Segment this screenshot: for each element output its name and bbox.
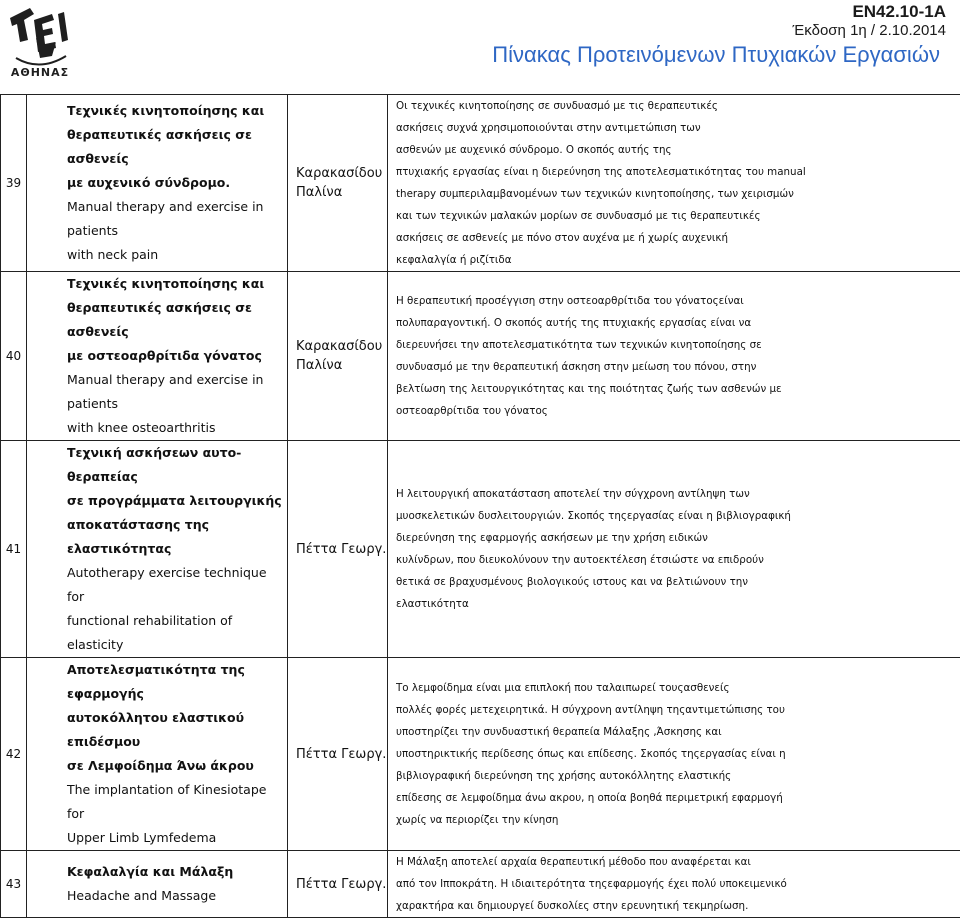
description-line: ελαστικότητα — [396, 593, 956, 615]
thesis-title-english-line: Manual therapy and exercise in patients — [67, 368, 283, 416]
description-line: Το λεμφοίδημα είναι μια επιπλοκή που ταλαιπωρεί τουςασθενείς — [396, 677, 956, 699]
table-row — [1, 441, 960, 658]
supervisor-cell — [288, 658, 388, 851]
supervisor-name-line: Παλίνα — [296, 183, 387, 202]
thesis-title-greek-line: Αποτελεσματικότητα της εφαρμογής — [67, 658, 283, 706]
page-title: Πίνακας Προτεινόμενων Πτυχιακών Εργασιών — [492, 42, 940, 68]
description-line: ασθενών με αυχενικό σύνδρομο. Ο σκοπός αυτής της — [396, 139, 956, 161]
description-line: κυλίνδρων, που διευκολύνουν την αυτοεκτέλεση έτσιώστε να επιδρούν — [396, 549, 956, 571]
description-line: διερευνήσει την αποτελεσματικότητα των τεχνικών κινητοποίησης σε — [396, 334, 956, 356]
supervisor-cell — [288, 95, 388, 272]
row-number: 39 — [1, 95, 27, 272]
thesis-title-greek-line: Κεφαλαλγία και Μάλαξη — [67, 860, 283, 884]
thesis-title-greek-line: Τεχνικές κινητοποίησης και — [67, 272, 283, 296]
thesis-title-cell — [27, 272, 288, 441]
description-line: βελτίωση της λειτουργικότητας και της ποιότητας ζωής των ασθενών με — [396, 378, 956, 400]
svg-text:ΑΘΗΝΑΣ: ΑΘΗΝΑΣ — [11, 66, 69, 79]
thesis-title-english-line: Upper Limb Lymfedema — [67, 826, 283, 850]
thesis-title-cell — [27, 851, 288, 918]
thesis-title-cell — [27, 658, 288, 851]
thesis-title-greek-line: σε προγράμματα λειτουργικής — [67, 489, 283, 513]
description-line: διερεύνηση της εφαρμογής ασκήσεων με την χρήση ειδικών — [396, 527, 956, 549]
thesis-title-greek-line: με οστεοαρθρίτιδα γόνατος — [67, 344, 283, 368]
description-line: υποστηρικτικής περίδεσης όπως και επίδεσης. Σκοπός τηςεργασίας είναι η — [396, 743, 956, 765]
thesis-title-cell — [27, 441, 288, 658]
thesis-title-greek-line: αυτοκόλλητου ελαστικού επιδέσμου — [67, 706, 283, 754]
description-line: ασκήσεις συχνά χρησιμοποιούνται στην αντιμετώπιση των — [396, 117, 956, 139]
description-cell — [388, 658, 960, 851]
table-row — [1, 851, 960, 918]
thesis-title-greek-line: θεραπευτικές ασκήσεις σε ασθενείς — [67, 296, 283, 344]
thesis-title-greek-line: αποκατάστασης της ελαστικότητας — [67, 513, 283, 561]
table-row — [1, 95, 960, 272]
description-line: Η Μάλαξη αποτελεί αρχαία θεραπευτική μέθοδο που αναφέρεται και — [396, 851, 956, 873]
supervisor-name-line: Παλίνα — [296, 356, 387, 375]
description-line: ασκήσεις σε ασθενείς με πόνο στον αυχένα με ή χωρίς αυχενική — [396, 227, 956, 249]
description-line: επίδεσης σε λεμφοίδημα άνω ακρου, η οποία βοηθά περιμετρική εφαρμογή — [396, 787, 956, 809]
description-line: Η λειτουργική αποκατάσταση αποτελεί την σύγχρονη αντίληψη των — [396, 483, 956, 505]
thesis-title-english-line: Headache and Massage — [67, 884, 283, 908]
description-line: από τον Ιπποκράτη. Η ιδιαιτερότητα τηςεφαρμογής έχει πολύ υποκειμενικό — [396, 873, 956, 895]
description-cell — [388, 441, 960, 658]
row-number: 40 — [1, 272, 27, 441]
supervisor-cell — [288, 441, 388, 658]
row-number: 42 — [1, 658, 27, 851]
table-row — [1, 658, 960, 851]
thesis-title-english-line: with neck pain — [67, 243, 283, 267]
description-line: και των τεχνικών μαλακών μορίων σε συνδυασμό με τις θεραπευτικές — [396, 205, 956, 227]
description-line: κεφαλαλγία ή ριζίτιδα — [396, 249, 956, 271]
description-line: Η θεραπευτική προσέγγιση στην οστεοαρθρίτιδα του γόνατοςείναι — [396, 290, 956, 312]
thesis-title-english-line: The implantation of Kinesiotape for — [67, 778, 283, 826]
row-number: 43 — [1, 851, 27, 918]
description-line: πολλές φορές μετεχειρητικά. Η σύγχρονη αντίληψη τηςαντιμετώπισης του — [396, 699, 956, 721]
supervisor-cell — [288, 851, 388, 918]
description-line: χαρακτήρα και δημιουργεί δυσκολίες στην ερευνητική τεκμηρίωση. — [396, 895, 956, 917]
description-line: υποστηρίζει την συνδυαστική θεραπεία Μάλαξης ,Άσκησης και — [396, 721, 956, 743]
description-line: χωρίς να περιορίζει την κίνηση — [396, 809, 956, 831]
supervisor-name-line: Πέττα Γεωργ. — [296, 540, 387, 559]
supervisor-name-line: Πέττα Γεωργ. — [296, 745, 387, 764]
description-line: οστεοαρθρίτιδα του γόνατος — [396, 400, 956, 422]
row-number: 41 — [1, 441, 27, 658]
thesis-title-greek-line: με αυχενικό σύνδρομο. — [67, 171, 283, 195]
description-cell — [388, 851, 960, 918]
supervisor-name-line: Πέττα Γεωργ. — [296, 875, 387, 894]
description-line: Οι τεχνικές κινητοποίησης σε συνδυασμό με τις θεραπευτικές — [396, 95, 956, 117]
thesis-title-cell — [27, 95, 288, 272]
description-cell — [388, 272, 960, 441]
description-line: βιβλιογραφική διερεύνηση της χρήσης αυτοκόλλητης ελαστικής — [396, 765, 956, 787]
thesis-title-english-line: functional rehabilitation of elasticity — [67, 609, 283, 657]
table-row — [1, 272, 960, 441]
thesis-title-greek-line: Τεχνικές κινητοποίησης και — [67, 99, 283, 123]
supervisor-name-line: Καρακασίδου — [296, 164, 387, 183]
description-line: θετικά σε βραχυσμένους βιολογικούς ιστους και να βελτιώνουν την — [396, 571, 956, 593]
thesis-title-greek-line: Τεχνική ασκήσεων αυτο-θεραπείας — [67, 441, 283, 489]
description-cell — [388, 95, 960, 272]
proposals-table — [0, 94, 960, 918]
thesis-title-english-line: Autotherapy exercise technique for — [67, 561, 283, 609]
table-body — [1, 95, 960, 918]
thesis-title-english-line: Manual therapy and exercise in patients — [67, 195, 283, 243]
thesis-title-greek-line: θεραπευτικές ασκήσεις σε ασθενείς — [67, 123, 283, 171]
description-line: μυοσκελετικών δυσλειτουργιών. Σκοπός τηςεργασίας είναι η βιβλιογραφική — [396, 505, 956, 527]
description-line: πολυπαραγοντική. Ο σκοπός αυτής της πτυχιακής εργασίας είναι να — [396, 312, 956, 334]
supervisor-name-line: Καρακασίδου — [296, 337, 387, 356]
supervisor-cell — [288, 272, 388, 441]
thesis-title-greek-line: σε Λεμφοίδημα Άνω άκρου — [67, 754, 283, 778]
document-code: ΕΝ42.10-1Α — [852, 2, 946, 22]
document-version: Έκδοση 1η / 2.10.2014 — [793, 22, 946, 39]
tei-athens-logo — [0, 0, 80, 80]
description-line: πτυχιακής εργασίας είναι η διερεύνηση της αποτελεσματικότητας του manual — [396, 161, 956, 183]
description-line: συνδυασμό με την θεραπευτική άσκηση στην μείωση του πόνου, στην — [396, 356, 956, 378]
thesis-title-english-line: with knee osteoarthritis — [67, 416, 283, 440]
description-line: therapy συμπεριλαμβανομένων των τεχνικών κινητοποίησης, των χειρισμών — [396, 183, 956, 205]
